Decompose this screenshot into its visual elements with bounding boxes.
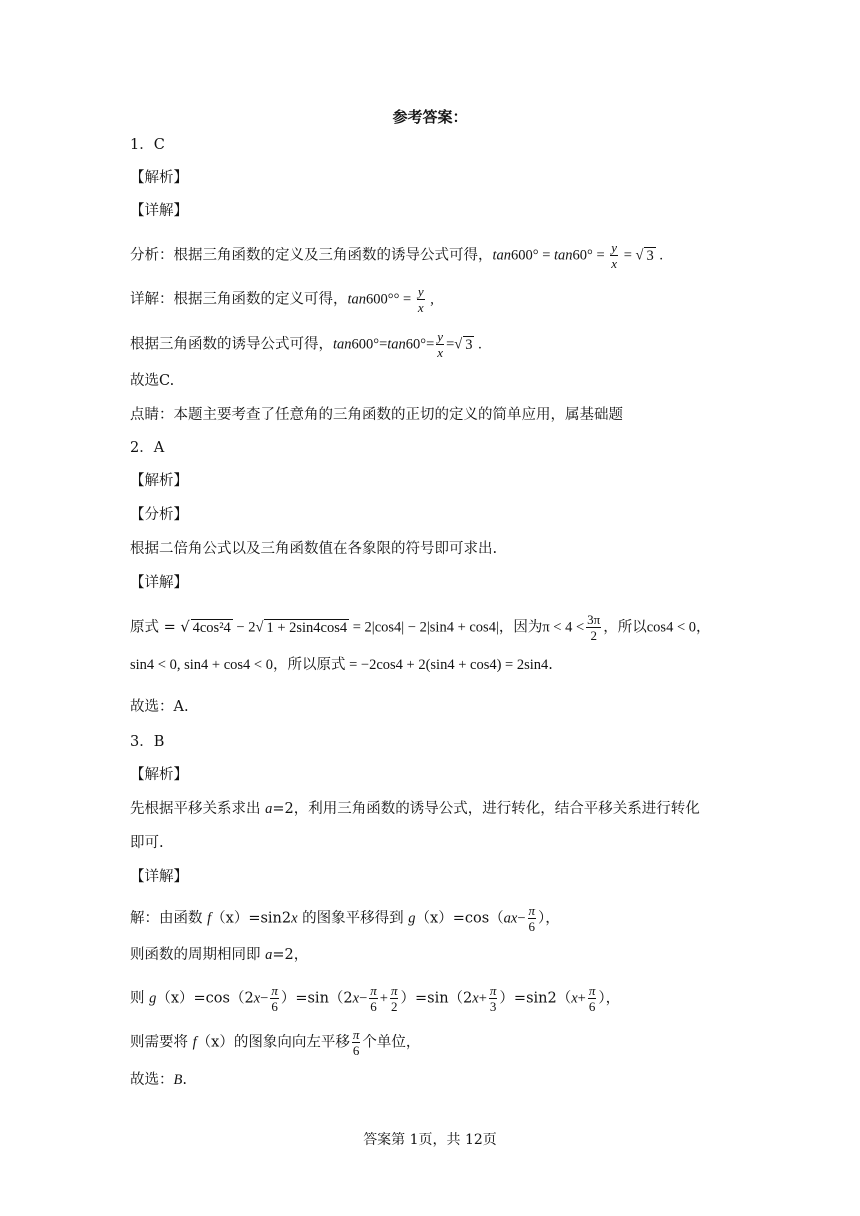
q1-answer: 1．C: [130, 137, 165, 153]
fraction: $\frac{\pi}{6}$: [528, 903, 536, 934]
fraction: $\frac{\pi}{6}$: [352, 1027, 360, 1058]
fraction: $\frac{\pi}{2}$: [390, 983, 398, 1014]
fraction: $\frac{y}{x}$: [417, 284, 424, 315]
q2-formula-line-2: sin4 < 0, sin4 + cos4 < 0，所以原式 = −2cos4 + 2(sin4 + cos4) = 2sin4.: [130, 657, 553, 673]
q1-choice: 故选C.: [130, 373, 175, 389]
q2-formula-line-1: 原式 = √ 4cos²4 − 2√ 1 + 2sin4cos4 = 2|cos4| − 2|sin4 + cos4|，因为π < 4 < $\frac{3\pi}{2}$ ，所以cos4 < 0，: [130, 612, 711, 643]
fraction: $\frac{y}{x}$: [437, 329, 444, 360]
fraction: $\frac{\pi}{6}$: [370, 983, 377, 1014]
q2-analysis: 根据二倍角公式以及三角函数值在各象限的符号即可求出.: [130, 541, 498, 557]
q3-analysis-line-1: 先根据平移关系求出 a=2，利用三角函数的诱导公式，进行转化，结合平移关系进行转化: [130, 801, 700, 817]
q1-xiangjie-heading: 【详解】: [130, 203, 188, 219]
q3-detail-line-3: 则 g（x）=cos（2x− $\frac{\pi}{6}$ ）=sin（2x− $\frac{\pi}{6}$ + $\frac{\pi}{2}$ ）=sin（2x+ $\frac{\pi}{3}$ ）=sin2（x+ $\frac{\pi}{6}$ ），: [130, 983, 621, 1014]
q1-detail-line-1: 详解：根据三角函数的定义可得，tan600°° = $\frac{y}{x}$ ,: [130, 284, 434, 315]
fraction: $\frac{\pi}{6}$: [588, 983, 596, 1014]
q3-analysis-line-2: 即可.: [130, 835, 164, 851]
fraction: $\frac{\pi}{6}$: [271, 983, 278, 1014]
q3-xiangjie-heading: 【详解】: [130, 869, 188, 885]
q1-detail-line-2: 根据三角函数的诱导公式可得，tan600°=tan60°= $\frac{y}{x}$ =√ 3 .: [130, 329, 482, 360]
q3-detail-line-1: 解：由函数 f（x）=sin2x 的图象平移得到 g（x）=cos（ax− $\frac{\pi}{6}$ ），: [130, 903, 560, 934]
q2-xiangjie-heading: 【详解】: [130, 575, 188, 591]
q3-detail-line-2: 则函数的周期相同即 a=2，: [130, 947, 309, 963]
q1-jiexi-heading: 【解析】: [130, 170, 188, 186]
q2-choice: 故选：A.: [130, 699, 189, 715]
q1-analysis-line: 分析：根据三角函数的定义及三角函数的诱导公式可得，tan600° = tan60° = $\frac{y}{x}$ = √ 3 .: [130, 240, 663, 271]
page-title: 参考答案：: [392, 108, 468, 126]
page-footer: 答案第 1页，共 12页: [363, 1132, 497, 1148]
q3-answer: 3．B: [130, 734, 165, 750]
fraction: $\frac{3\pi}{2}$: [587, 612, 601, 643]
q2-fenxi-heading: 【分析】: [130, 507, 188, 523]
q3-detail-line-4: 则需要将 f（x）的图象向向左平移 $\frac{\pi}{6}$ 个单位，: [130, 1027, 421, 1058]
q1-comment: 点睛：本题主要考查了任意角的三角函数的正切的定义的简单应用，属基础题: [130, 407, 623, 423]
fraction: $\frac{\pi}{3}$: [489, 983, 497, 1014]
q2-jiexi-heading: 【解析】: [130, 473, 188, 489]
q3-choice: 故选：B.: [130, 1072, 187, 1088]
fraction: $\frac{y}{x}$: [611, 240, 618, 271]
q3-jiexi-heading: 【解析】: [130, 767, 188, 783]
q2-answer: 2．A: [130, 440, 165, 456]
